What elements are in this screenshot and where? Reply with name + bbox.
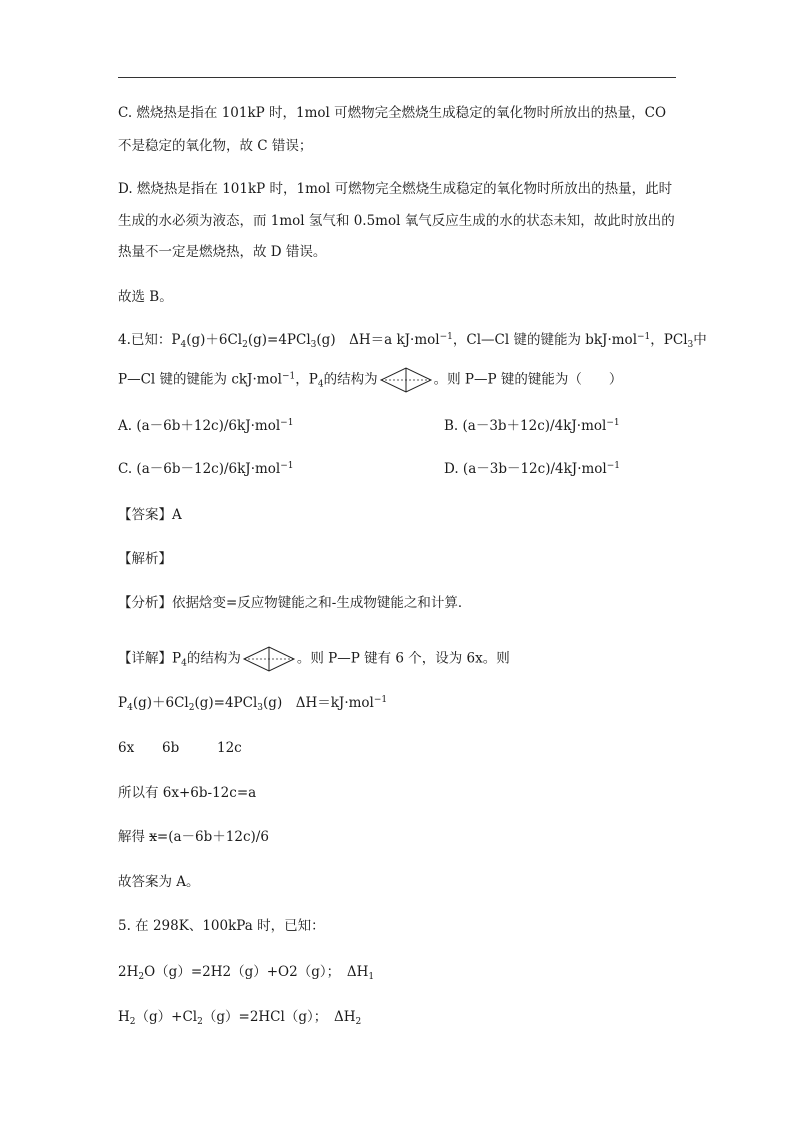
header-rule <box>118 77 676 78</box>
option-c-explanation-line1: C. 燃烧热是指在 101kP 时，1mol 可燃物完全燃烧生成稳定的氧化物时所放出的热量，CO <box>118 105 667 121</box>
analysis-label: 【解析】 <box>118 551 172 567</box>
bond-coefficient-12c: 12c <box>217 740 242 756</box>
option-b: B. (a－3b＋12c)/4kJ·mol$^{-1}$ <box>444 418 620 434</box>
reaction-2: $H_2(g)+Cl_2(g)=2HCl(g)$； $\Delta H_2$ <box>118 1009 362 1027</box>
question-4-line2: P—Cl 键的键能为 ckJ·mol$^{-1}$，$P_4$的结构为 。则 P—P 键的键能为（ ） <box>118 366 622 394</box>
analysis-method: 【分析】依据焓变=反应物键能之和-生成物键能之和计算． <box>118 595 472 611</box>
question-5-stem: 5. 在 298K、100kPa 时，已知： <box>118 918 325 934</box>
option-c: C. (a－6b－12c)/6kJ·mol$^{-1}$ <box>118 461 294 477</box>
option-a: A. (a－6b＋12c)/6kJ·mol$^{-1}$ <box>118 418 294 434</box>
p4-tetrahedron-figure <box>242 645 296 673</box>
option-c-explanation-line2: 不是稳定的氧化物，故 C 错误； <box>118 138 313 154</box>
reaction-equation: $P_4(g)+6Cl_2(g)=4PCl_3(g)$ ΔH＝kJ·mol$^{-1}$ <box>118 695 388 713</box>
choose-statement: 故选 B。 <box>118 289 173 305</box>
option-d-explanation-line1: D. 燃烧热是指在 101kP 时，1mol 可燃物完全燃烧生成稳定的氧化物时所放出的热量，此时 <box>118 181 673 197</box>
sum-equation: 所以有 6x+6b-12c=a <box>118 785 257 801</box>
bond-coefficient-6x: 6x <box>118 740 135 756</box>
detail-explanation: 【详解】$P_4$的结构为 。则 P—P 键有 6 个，设为 6x。则 <box>118 645 510 673</box>
solve-equation: 解得 x=(a－6b＋12c)/6 <box>118 829 269 845</box>
option-d-explanation-line2: 生成的水必须为液态，而 1mol 氢气和 0.5mol 氧气反应生成的水的状态未知，故此时放出的 <box>118 213 675 229</box>
question-4-line1: 4.已知：$P_4(g)+6Cl_2(g)=4PCl_3(g)$ ΔH＝a kJ·mol$^{-1}$，Cl—Cl 键的键能为 bkJ·mol$^{-1}$，PCl$_3$中 <box>118 332 707 350</box>
option-d: D. (a－3b－12c)/4kJ·mol$^{-1}$ <box>444 461 621 477</box>
p4-tetrahedron-figure <box>379 366 433 394</box>
answer-label: 【答案】A <box>118 507 182 523</box>
bond-coefficient-6b: 6b <box>162 740 180 756</box>
conclusion: 故答案为 A。 <box>118 874 200 890</box>
option-d-explanation-line3: 热量不一定是燃烧热，故 D 错误。 <box>118 244 327 260</box>
reaction-1: $2H_2O(g)=2H2(g)+O2(g)$； $\Delta H_1$ <box>118 964 375 982</box>
